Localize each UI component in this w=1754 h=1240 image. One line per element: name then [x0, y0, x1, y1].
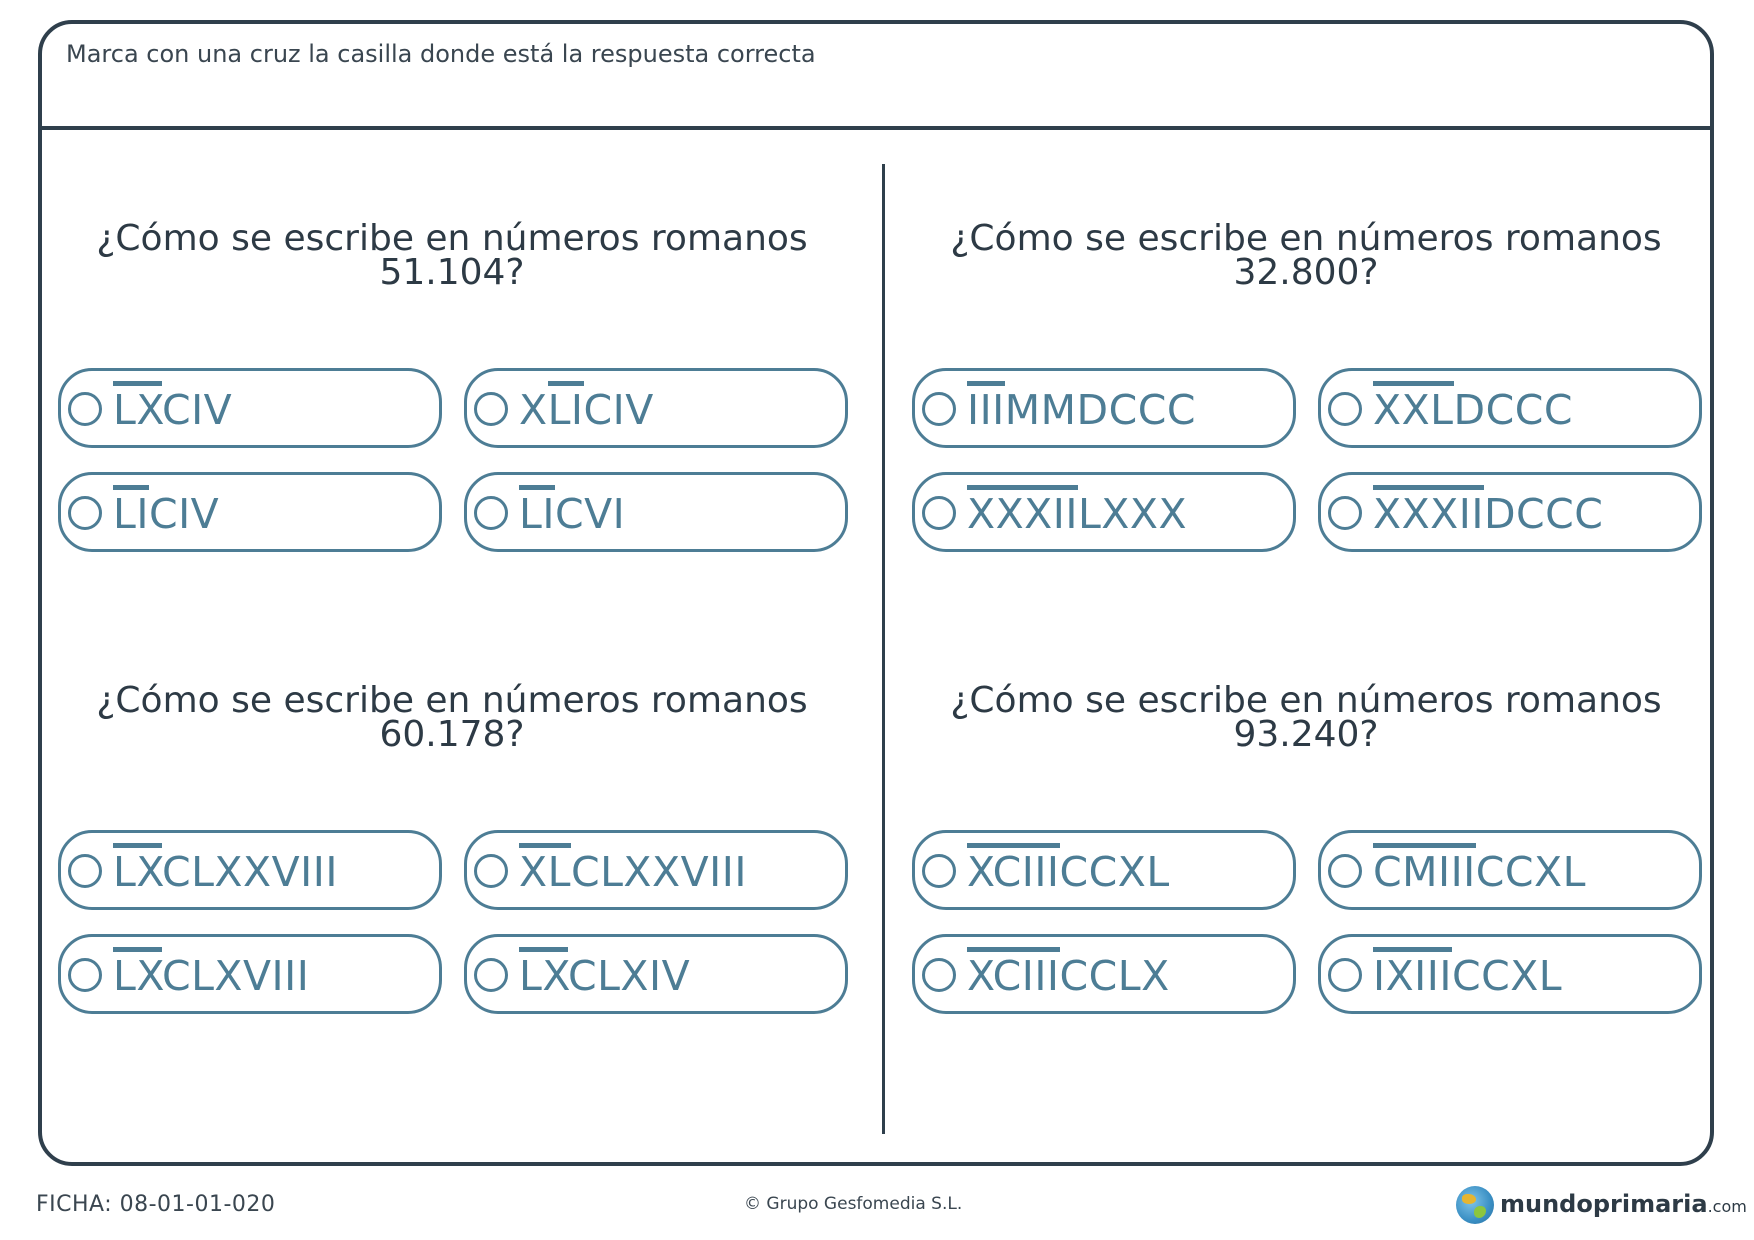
- option-label: XXLDCCC: [1373, 387, 1573, 433]
- question-4: [896, 680, 1716, 755]
- radio-circle-icon[interactable]: [474, 854, 508, 888]
- copyright-text: © Grupo Gesfomedia S.L.: [744, 1194, 963, 1214]
- radio-circle-icon[interactable]: [68, 496, 102, 530]
- logo-text: mundoprimaria.com: [1500, 1190, 1747, 1218]
- radio-circle-icon[interactable]: [1328, 958, 1362, 992]
- q2-option-b[interactable]: [1318, 368, 1702, 448]
- question-3-number: 60.178?: [379, 714, 525, 755]
- question-2: [896, 218, 1716, 293]
- radio-circle-icon[interactable]: [922, 958, 956, 992]
- option-label: XLICIV: [519, 387, 654, 433]
- q1-option-b[interactable]: [464, 368, 848, 448]
- radio-circle-icon[interactable]: [922, 496, 956, 530]
- option-label: IXIIICCXL: [1373, 953, 1562, 999]
- center-divider: [882, 164, 885, 1134]
- worksheet-code: FICHA: 08-01-01-020: [36, 1192, 276, 1217]
- question-3-line1: ¿Cómo se escribe en números romanos: [96, 680, 808, 721]
- q4-option-c[interactable]: [912, 934, 1296, 1014]
- q1-option-d[interactable]: [464, 472, 848, 552]
- option-label: LICVI: [519, 491, 625, 537]
- option-label: XLCLXXVIII: [519, 849, 747, 895]
- option-label: LICIV: [113, 491, 219, 537]
- q4-option-d[interactable]: [1318, 934, 1702, 1014]
- radio-circle-icon[interactable]: [1328, 854, 1362, 888]
- radio-circle-icon[interactable]: [68, 958, 102, 992]
- instruction-text: Marca con una cruz la casilla donde está la respuesta correcta: [66, 40, 816, 68]
- radio-circle-icon[interactable]: [1328, 392, 1362, 426]
- option-label: CMIIICCXL: [1373, 849, 1586, 895]
- radio-circle-icon[interactable]: [68, 854, 102, 888]
- radio-circle-icon[interactable]: [922, 392, 956, 426]
- q1-option-c[interactable]: [58, 472, 442, 552]
- q2-option-d[interactable]: [1318, 472, 1702, 552]
- q3-option-a[interactable]: [58, 830, 442, 910]
- q2-option-c[interactable]: [912, 472, 1296, 552]
- radio-circle-icon[interactable]: [474, 392, 508, 426]
- question-4-number: 93.240?: [1233, 714, 1379, 755]
- q3-option-c[interactable]: [58, 934, 442, 1014]
- option-label: XCIIICCXL: [967, 849, 1170, 895]
- radio-circle-icon[interactable]: [922, 854, 956, 888]
- option-label: LXCIV: [113, 387, 232, 433]
- q3-option-d[interactable]: [464, 934, 848, 1014]
- question-1: [42, 218, 862, 293]
- question-3: [42, 680, 862, 755]
- radio-circle-icon[interactable]: [1328, 496, 1362, 530]
- mundoprimaria-logo[interactable]: [1456, 1184, 1747, 1228]
- option-label: LXCLXIV: [519, 953, 690, 999]
- radio-circle-icon[interactable]: [474, 958, 508, 992]
- header-divider: [40, 126, 1712, 130]
- question-4-line1: ¿Cómo se escribe en números romanos: [950, 680, 1662, 721]
- option-label: XXXIILXXX: [967, 491, 1187, 537]
- radio-circle-icon[interactable]: [474, 496, 508, 530]
- option-label: IIIMMDCCC: [967, 387, 1196, 433]
- q3-option-b[interactable]: [464, 830, 848, 910]
- question-2-number: 32.800?: [1233, 252, 1379, 293]
- option-label: LXCLXXVIII: [113, 849, 338, 895]
- question-2-line1: ¿Cómo se escribe en números romanos: [950, 218, 1662, 259]
- q1-option-a[interactable]: [58, 368, 442, 448]
- q4-option-a[interactable]: [912, 830, 1296, 910]
- option-label: XXXIIDCCC: [1373, 491, 1603, 537]
- q4-option-b[interactable]: [1318, 830, 1702, 910]
- option-label: LXCLXVIII: [113, 953, 309, 999]
- question-1-number: 51.104?: [379, 252, 525, 293]
- globe-icon: [1456, 1186, 1494, 1224]
- question-1-line1: ¿Cómo se escribe en números romanos: [96, 218, 808, 259]
- option-label: XCIIICCLX: [967, 953, 1170, 999]
- radio-circle-icon[interactable]: [68, 392, 102, 426]
- q2-option-a[interactable]: [912, 368, 1296, 448]
